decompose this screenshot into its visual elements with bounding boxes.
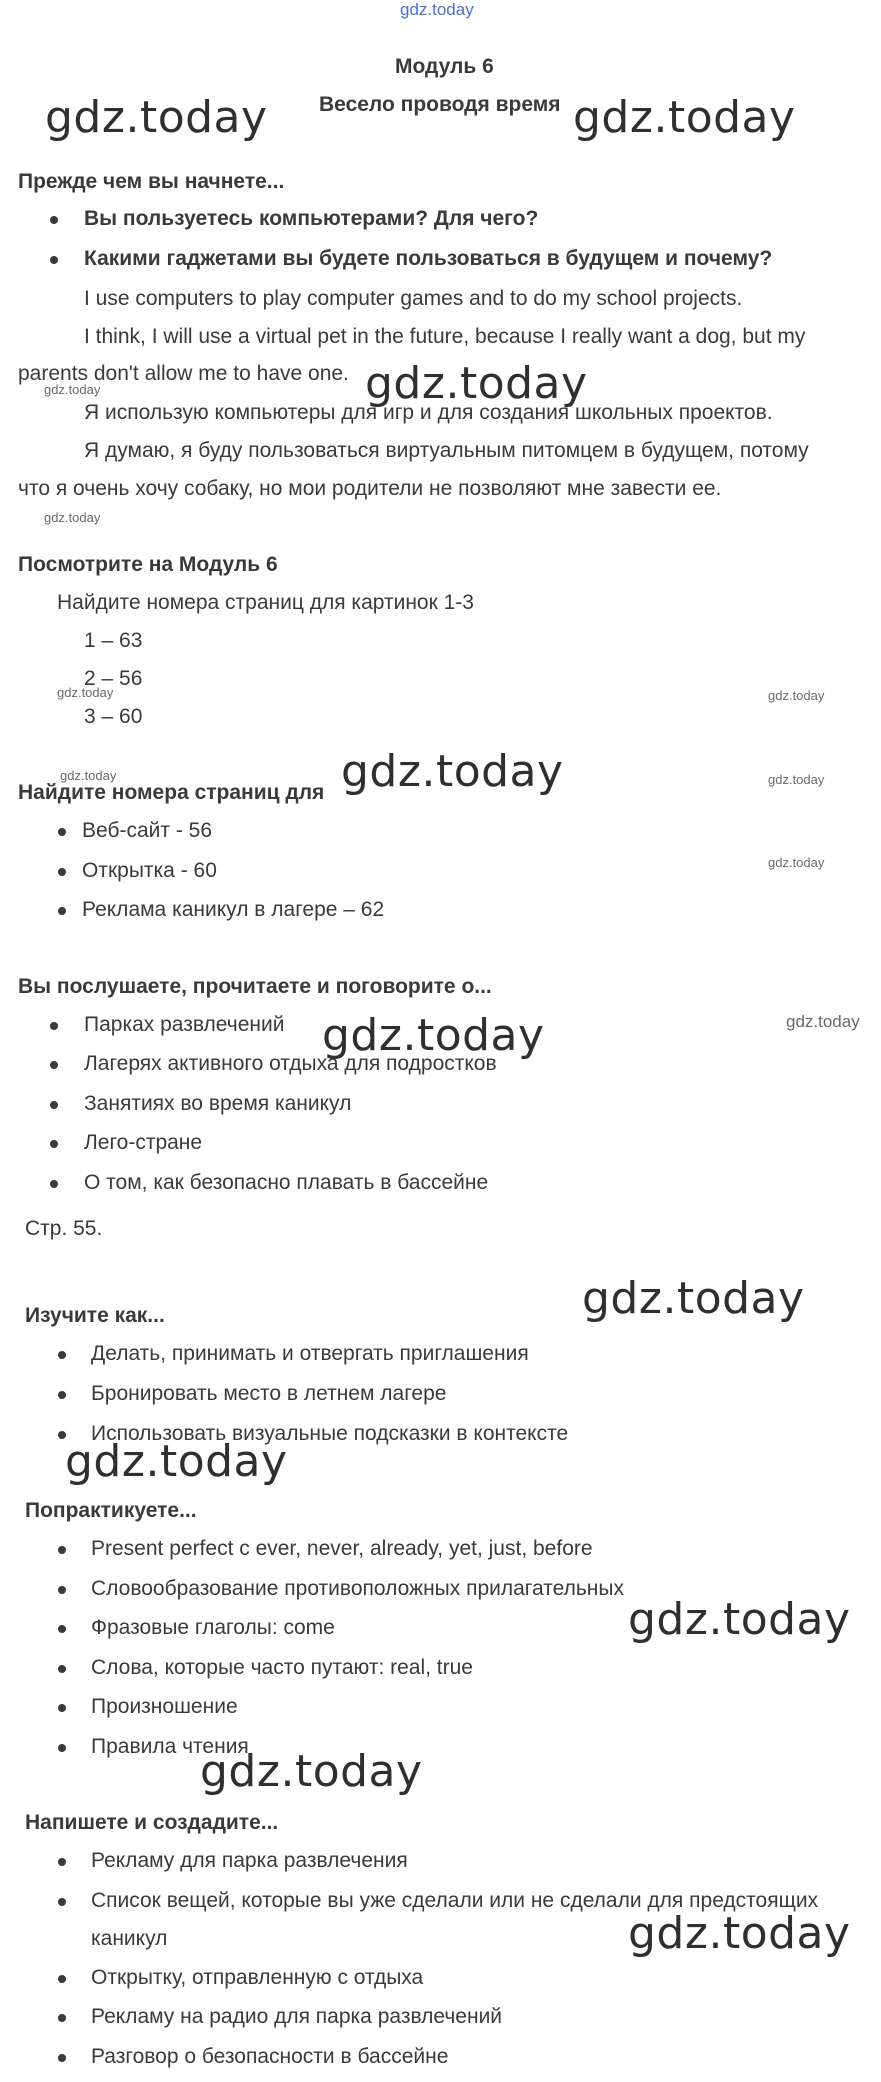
bullet-dot — [58, 868, 66, 876]
write-item: Открытку, отправленную с отдыха — [91, 1966, 424, 1989]
bullet-dot — [58, 1665, 66, 1673]
bullet-dot — [58, 1975, 66, 1983]
picture-page-3: 3 – 60 — [84, 705, 143, 728]
bullet-dot — [50, 1140, 58, 1148]
picture-page-1: 1 – 63 — [84, 629, 143, 652]
watermark: gdz.today — [322, 1010, 545, 1061]
section-heading-before: Прежде чем вы начнете... — [18, 170, 285, 193]
watermark-small: gdz.today — [786, 1012, 860, 1031]
find-item: Открытка - 60 — [82, 859, 217, 882]
write-item: Рекламу для парка развлечения — [91, 1849, 408, 1872]
question-2: Какими гаджетами вы будете пользоваться в будущем и почему? — [84, 247, 773, 270]
watermark: gdz.today — [365, 358, 588, 409]
watermark: gdz.today — [628, 1908, 851, 1959]
skill-item: Делать, принимать и отвергать приглашения — [91, 1342, 529, 1365]
watermark: gdz.today — [65, 1436, 288, 1487]
answer-ru-2-line1: Я думаю, я буду пользоваться виртуальным питомцем в будущем, потому — [84, 439, 809, 462]
bullet-dot — [58, 2054, 66, 2062]
bullet-dot — [58, 2014, 66, 2022]
answer-en-2-line1: I think, I will use a virtual pet in the future, because I really want a dog, but my — [84, 325, 806, 348]
watermark: gdz.today — [45, 92, 268, 143]
bullet-dot — [50, 256, 58, 264]
bullet-dot — [58, 1351, 66, 1359]
bullet-dot — [50, 216, 58, 224]
answer-en-2-line2: parents don't allow me to have one. — [18, 362, 349, 385]
watermark-small: gdz.today — [768, 688, 825, 703]
bullet-dot — [50, 1180, 58, 1188]
bullet-dot — [58, 1858, 66, 1866]
module-title: Модуль 6 — [395, 55, 494, 78]
watermark-small: gdz.today — [57, 685, 114, 700]
watermark: gdz.today — [582, 1273, 805, 1324]
bullet-dot — [50, 1061, 58, 1069]
bullet-dot — [58, 1625, 66, 1633]
bullet-dot — [58, 828, 66, 836]
bullet-dot — [58, 1431, 66, 1439]
practice-item: Словообразование противоположных прилагательных — [91, 1577, 624, 1600]
find-pages-instruction: Найдите номера страниц для картинок 1-3 — [57, 591, 474, 614]
question-1: Вы пользуетесь компьютерами? Для чего? — [84, 207, 539, 230]
picture-page-2: 2 – 56 — [84, 667, 143, 690]
practice-item: Present perfect c ever, never, already, yet, just, before — [91, 1537, 593, 1560]
watermark-small: gdz.today — [60, 768, 117, 783]
topic-item: Парках развлечений — [84, 1013, 285, 1036]
write-item: Разговор о безопасности в бассейне — [91, 2045, 449, 2068]
watermark-small: gdz.today — [44, 382, 101, 397]
watermark: gdz.today — [341, 746, 564, 797]
skill-item: Бронировать место в летнем лагере — [91, 1382, 447, 1405]
topic-item: О том, как безопасно плавать в бассейне — [84, 1171, 489, 1194]
watermark-small: gdz.today — [44, 510, 101, 525]
watermark-small: gdz.today — [768, 855, 825, 870]
page-reference: Стр. 55. — [25, 1217, 103, 1240]
answer-ru-2-line2: что я очень хочу собаку, но мои родители не позволяют мне завести ее. — [18, 477, 722, 500]
answer-ru-1: Я использую компьютеры для игр и для создания школьных проектов. — [84, 401, 773, 424]
watermark: gdz.today — [628, 1594, 851, 1645]
bullet-dot — [58, 1546, 66, 1554]
bullet-dot — [58, 1744, 66, 1752]
watermark: gdz.today — [200, 1746, 423, 1797]
section-heading-look: Посмотрите на Модуль 6 — [18, 553, 278, 576]
practice-item: Произношение — [91, 1695, 238, 1718]
section-heading-write: Напишете и создадите... — [25, 1811, 279, 1834]
section-heading-practice: Попрактикуете... — [25, 1499, 197, 1522]
answer-en-1: I use computers to play computer games and to do my school projects. — [84, 287, 743, 310]
skill-item: Использовать визуальные подсказки в контексте — [91, 1422, 569, 1445]
practice-item: Правила чтения — [91, 1735, 249, 1758]
module-subtitle: Весело проводя время — [319, 93, 561, 116]
bullet-dot — [50, 1101, 58, 1109]
bullet-dot — [58, 1704, 66, 1712]
topic-item: Лагерях активного отдыха для подростков — [84, 1052, 497, 1075]
find-item: Реклама каникул в лагере – 62 — [82, 898, 385, 921]
watermark: gdz.today — [573, 92, 796, 143]
bullet-dot — [58, 1391, 66, 1399]
find-item: Веб-сайт - 56 — [82, 819, 213, 842]
watermark-small: gdz.today — [768, 772, 825, 787]
write-item-continuation: каникул — [91, 1927, 168, 1950]
bullet-dot — [58, 1898, 66, 1906]
practice-item: Слова, которые часто путают: real, true — [91, 1656, 473, 1679]
write-item: Список вещей, которые вы уже сделали или не сделали для предстоящих — [91, 1889, 819, 1912]
section-heading-learn: Изучите как... — [25, 1304, 165, 1327]
bullet-dot — [50, 1022, 58, 1030]
write-item: Рекламу на радио для парка развлечений — [91, 2005, 503, 2028]
topic-item: Лего-стране — [84, 1131, 203, 1154]
bullet-dot — [58, 907, 66, 915]
top-watermark: gdz.today — [400, 0, 474, 19]
section-heading-listen: Вы послушаете, прочитаете и поговорите о... — [18, 975, 492, 998]
bullet-dot — [58, 1586, 66, 1594]
practice-item: Фразовые глаголы: come — [91, 1616, 335, 1639]
section-heading-find: Найдите номера страниц для — [18, 781, 325, 804]
topic-item: Занятиях во время каникул — [84, 1092, 352, 1115]
